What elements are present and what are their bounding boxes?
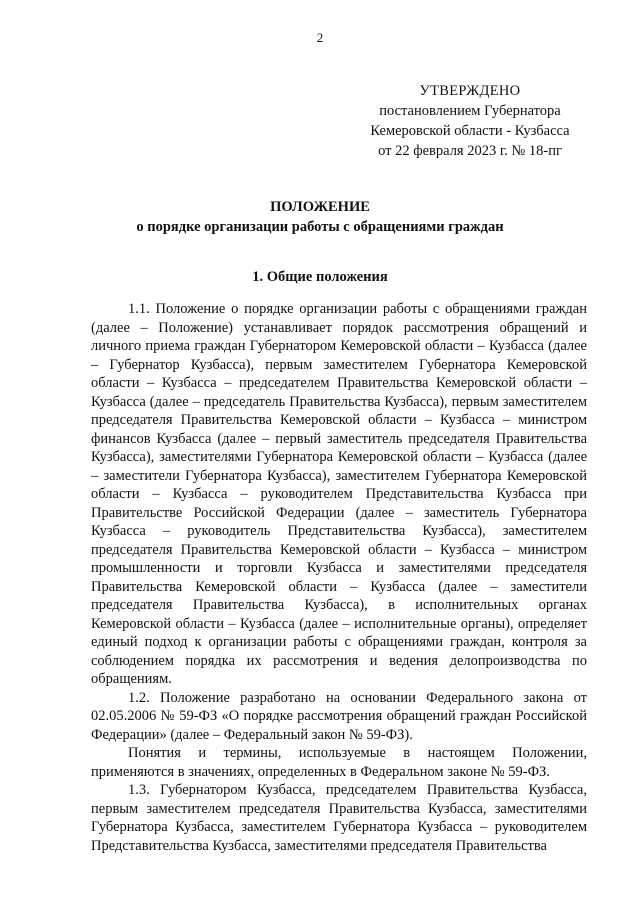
paragraph: Понятия и термины, используемые в настоящем Положении, применяются в значениях, определенных в Федеральном законе № 59-ФЗ. — [91, 745, 587, 780]
paragraph: 1.3. Губернатором Кузбасса, председателем Правительства Кузбасса, первым заместителем председателя Правительства Кузбасса, заместителями Губернатора Кузбасса, заместителем Губернатора Кузбасса – руководителем Представительства Кузбасса, заместителями председателя Правительства — [91, 782, 587, 854]
document-title: ПОЛОЖЕНИЕ — [270, 199, 370, 215]
page-number: 2 — [316, 30, 324, 45]
approval-title: УТВЕРЖДЕНО — [419, 83, 521, 99]
document-subtitle: о порядке организации работы с обращениями граждан — [136, 219, 504, 235]
approval-line: от 22 февраля 2023 г. № 18-пг — [378, 143, 562, 159]
section-heading: 1. Общие положения — [252, 269, 388, 285]
paragraph: 1.2. Положение разработано на основании Федерального закона от 02.05.2006 № 59-ФЗ «О порядке рассмотрения обращений граждан Российской Федерации» (далее – Федеральный закон № 59-ФЗ). — [91, 689, 587, 743]
paragraph: 1.1. Положение о порядке организации работы с обращениями граждан (далее – Положение) устанавливает порядок рассмотрения обращений и личного приема граждан Губернатором Кемеровской области – Кузбасса (далее – Губернатор Кузбасса), первым заместителем Губернатора Кемеровской области – Кузбасса – председателем Правительства Кемеровской области – Кузбасса (далее – председатель Правительства Кузбасса), первым заместителем председателя Правительства Кемеровской области – Кузбасса – министром финансов Кузбасса (далее – первый заместитель председателя Правительства Кузбасса), заместителями Губернатора Кемеровской области – Кузбасса (далее – заместители Губернатора Кузбасса), заместителем Губернатора Кемеровской области – Кузбасса – руководителем Представительства Кузбасса при Правительстве Российской Федерации (далее – заместитель Губернатора Кузбасса – руководитель Представительства Кузбасса), заместителем председателя Правительства Кемеровской области – Кузбасса – министром промышленности и торговли Кузбасса и заместителями председателя Правительства Кемеровской области – Кузбасса (далее – заместители председателя Правительства Кузбасса), в исполнительных органах Кемеровской области – Кузбасса (далее – исполнительные органы), определяет единый подход к организации работы с обращениями граждан, контроля за соблюдением порядка их рассмотрения и ведения делопроизводства по обращениям. — [91, 301, 587, 687]
document-body — [91, 300, 587, 855]
document-title-block — [0, 197, 640, 237]
approval-line: Кемеровской области - Кузбасса — [370, 123, 570, 139]
approval-stamp — [330, 81, 610, 161]
approval-line: постановлением Губернатора — [379, 103, 561, 119]
